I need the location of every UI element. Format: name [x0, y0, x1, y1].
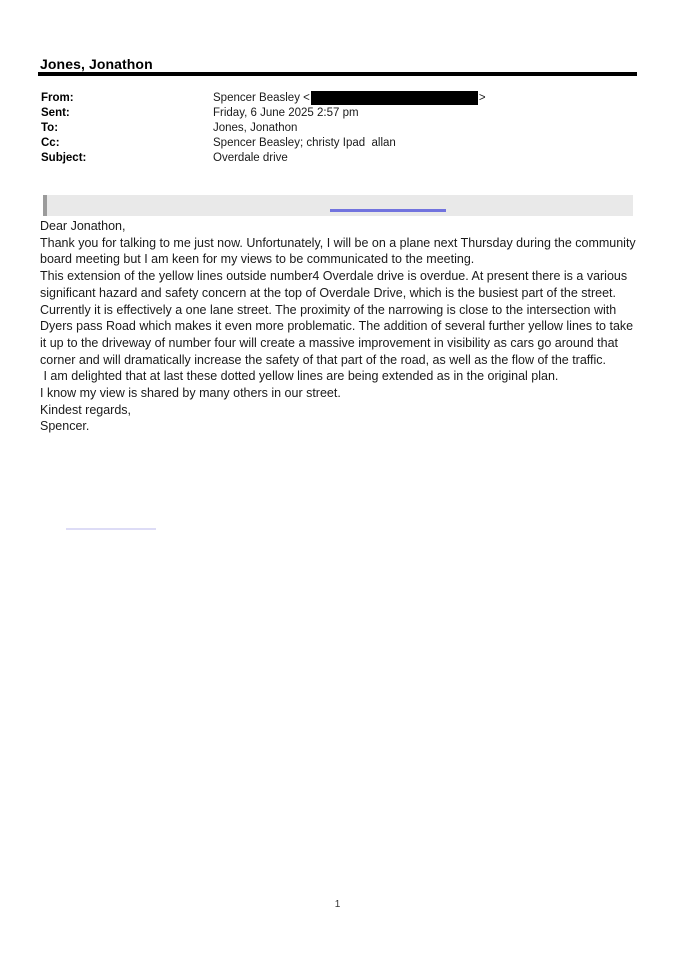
body-paragraph: I know my view is shared by many others in our street. [40, 386, 341, 401]
collapsed-content-placeholder [43, 195, 633, 216]
sent-value: Friday, 6 June 2025 2:57 pm [213, 106, 359, 119]
body-paragraph: I am delighted that at last these dotted yellow lines are being extended as in the original plan. [40, 369, 559, 384]
body-paragraph: Spencer. [40, 419, 90, 434]
to-label: To: [41, 121, 59, 134]
subject-value: Overdale drive [213, 151, 288, 164]
from-value-prefix: Spencer Beasley < [213, 91, 310, 104]
body-paragraph: Thank you for talking to me just now. Unfortunately, I will be on a plane next Thursday during the community board meeting but I am keen for my views to be communicated to the meeting. [40, 235, 640, 267]
page-number: 1 [334, 899, 341, 910]
cc-value: Spencer Beasley; christy Ipad allan [213, 136, 396, 149]
signature-link-underline[interactable] [66, 528, 156, 530]
from-label: From: [41, 91, 74, 104]
redaction-bar [311, 91, 478, 105]
body-paragraph: Kindest regards, [40, 402, 132, 417]
hidden-link-underline[interactable] [330, 209, 446, 212]
from-value-suffix: > [478, 91, 486, 104]
subject-label: Subject: [41, 151, 87, 164]
placeholder-left-edge [43, 195, 47, 216]
cc-label: Cc: [41, 136, 60, 149]
to-value: Jones, Jonathon [213, 121, 298, 134]
meta-row-cc [41, 135, 637, 150]
email-header-fields [41, 90, 637, 165]
meta-row-to [41, 120, 637, 135]
body-paragraph: This extension of the yellow lines outside number4 Overdale drive is overdue. At present there is a various significant hazard and safety concern at the top of Overdale Drive, which is the busiest part of the street. Currently it is effectively a one lane street. The proximity of the narrowing is close to the intersection with Dyers pass Road which makes it even more problematic. The addition of several further yellow lines to take it up to the driveway of number four will create a massive improvement in visibility as cars go around that corner and will dramatically increase the safety of that part of the road, as well as the flow of the traffic. [40, 269, 637, 367]
title-rule [38, 72, 637, 76]
page-title: Jones, Jonathon [40, 56, 153, 72]
meta-row-subject [41, 150, 637, 165]
meta-row-sent [41, 105, 637, 120]
email-body [40, 218, 640, 435]
meta-row-from [41, 90, 637, 105]
sent-label: Sent: [41, 106, 70, 119]
body-paragraph: Dear Jonathon, [40, 219, 126, 233]
from-value [213, 91, 486, 105]
